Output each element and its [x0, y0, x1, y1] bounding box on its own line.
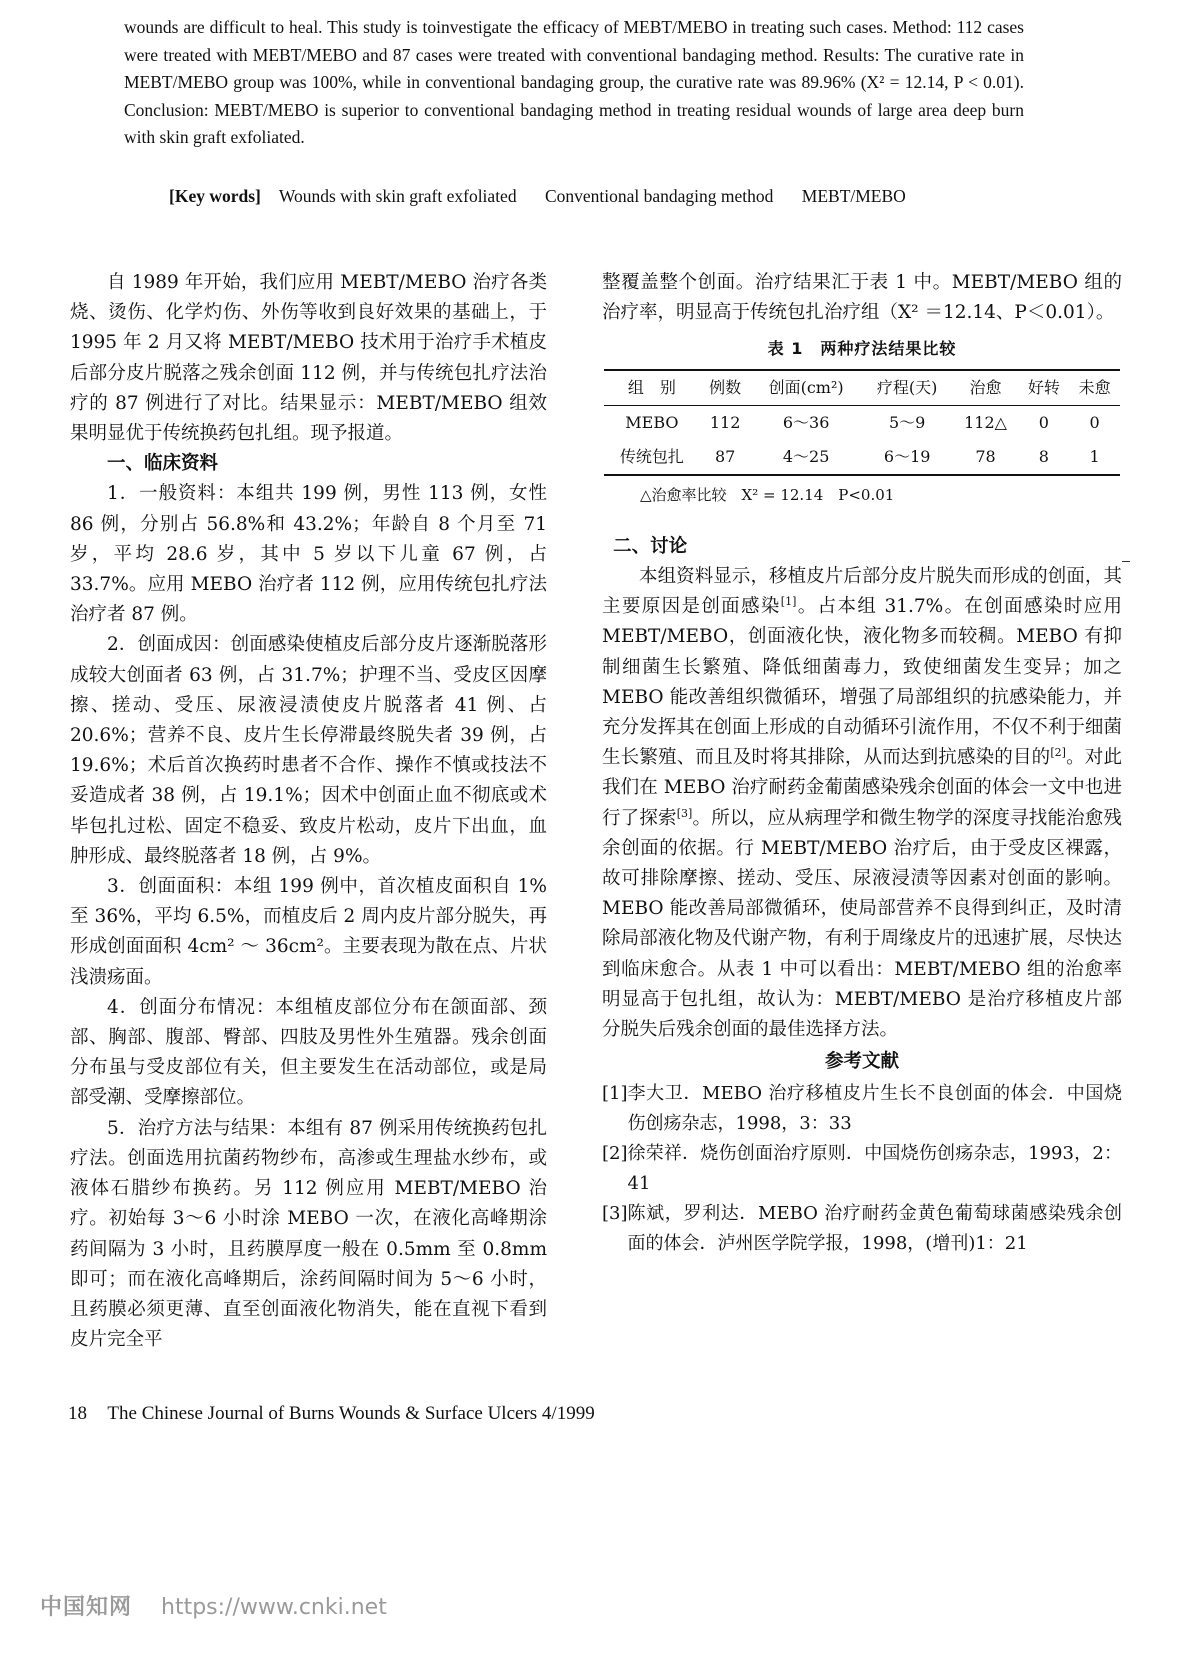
cnki-watermark: [40, 1590, 387, 1621]
discussion-text-c: 。对此我们在 MEBO 治疗耐药金葡菌感染残余创面的体会一文中也进行了探索: [602, 747, 1122, 829]
journal-name: The Chinese Journal of Burns Wounds & Surface Ulcers 4/1999: [107, 1403, 595, 1424]
discussion-text-b: 。占本组 31.7%。在创面感染时应用 MEBT/MEBO，创面液化快，液化物多而较稠。MEBO 有抑制细菌生长繁殖、降低细菌毒力，致使细菌发生变异；加之 MEBO 能改善组织微循环，增强了局部组织的抗感染能力，并充分发挥其在创面上形成的自动循环引流作用，不仅不利于细菌生长繁殖、而且及时将其排除，从而达到抗感染的目的: [602, 596, 1122, 769]
right-column: [602, 268, 1122, 1259]
reference-item: [602, 1079, 1122, 1139]
table-cell: 87: [714, 446, 736, 466]
table-row: [604, 405, 1120, 440]
keywords-label: [Key words]: [169, 186, 261, 206]
intro-paragraph: 自 1989 年开始，我们应用 MEBT/MEBO 治疗各类烧、烫伤、化学灼伤、外伤等收到良好效果的基础上，于 1995 年 2 月又将 MEBT/MEBO 技术用于治疗手术植皮后部分皮片脱落之残余创面 112 例，并与传统包扎疗法治疗的 87 例进行了对比。结果显示：MEBT/MEBO 组效果明显优于传统换药包扎组。现予报道。: [70, 272, 547, 445]
table-cell: 112: [709, 412, 741, 432]
table-header: 例数: [709, 377, 742, 397]
keyword-3: MEBT/MEBO: [801, 186, 906, 206]
table-cell: 8: [1038, 446, 1049, 466]
table-header-row: [604, 370, 1120, 406]
table-cell: MEBO: [625, 412, 679, 432]
treatment-continuation: 整覆盖整个创面。治疗结果汇于表 1 中。MEBT/MEBO 组的治疗率，明显高于传统包扎治疗组（X² ＝12.14、P＜0.01）。: [602, 272, 1122, 324]
paragraph-treatment: 5．治疗方法与结果：本组有 87 例采用传统换药包扎疗法。创面选用抗菌药物纱布，高渗或生理盐水纱布，或液体石腊纱布换药。另 112 例应用 MEBT/MEBO 治疗。初始每 3～6 小时涂 MEBO 一次，在液化高峰期涂药间隔为 3 小时，且药膜厚度一般在 0.5mm 至 0.8mm 即可；而在液化高峰期后，涂药间隔时间为 5～6 小时，且药膜必须更薄、直至创面液化物消失，能在直视下看到皮片完全平: [70, 1117, 547, 1351]
table-row: [604, 440, 1120, 475]
abstract-text: wounds are difficult to heal. This study is toinvestigate the efficacy of MEBT/MEBO in treating such cases. Method: 112 cases were treated with MEBT/MEBO and 87 cases were treated with conventional bandaging method. Results: The curative rate in MEBT/MEBO group was 100%, while in conventional bandaging group, the curative rate was 89.96% (X² = 12.14, P < 0.01). Conclusion: MEBT/MEBO is superior to conventional bandaging method in treating residual wounds of large area deep burn with skin graft exfoliated.: [124, 17, 1024, 147]
paragraph-general: 1．一般资料：本组共 199 例，男性 113 例，女性 86 例，分别占 56.8%和 43.2%；年龄自 8 个月至 71 岁，平均 28.6 岁，其中 5 岁以下儿童 67 例，占 33.7%。应用 MEBO 治疗者 112 例，应用传统包扎疗法治疗者 87 例。: [70, 483, 547, 626]
table-cell: 4～25: [782, 446, 830, 466]
keyword-1: Wounds with skin graft exfoliated: [278, 186, 517, 206]
section-heading-discussion: 二、讨论: [613, 535, 688, 557]
reference-text: 李大卫．MEBO 治疗移植皮片生长不良创面的体会．中国烧伤创疡杂志，1998，3：33: [627, 1083, 1122, 1135]
table-header: 创面(cm²): [768, 377, 844, 397]
reference-number: [3]: [602, 1203, 628, 1225]
left-column: [70, 268, 547, 1355]
table-cell: 5～9: [888, 412, 926, 432]
paragraph-distribution: 4．创面分布情况：本组植皮部位分布在颌面部、颈部、胸部、腹部、臀部、四肢及男性外生殖器。残余创面分布虽与受皮部位有关，但主要发生在活动部位，或是局部受潮、受摩擦部位。: [70, 996, 547, 1109]
margin-mark: [1122, 561, 1130, 562]
discussion-text-d: 。所以，应从病理学和微生物学的深度寻找能治愈残余创面的依据。行 MEBT/MEBO 治疗后，由于受皮区裸露，故可排除摩擦、搓动、受压、尿液浸渍等因素对创面的影响。MEBO 能改善局部微循环，使局部营养不良得到纠正，及时清除局部液化物及代谢产物，有利于周缘皮片的迅速扩展，尽快达到临床愈合。从表 1 中可以看出：MEBT/MEBO 组的治愈率明显高于包扎组，故认为：MEBT/MEBO 是治疗移植皮片部分脱失后残余创面的最佳选择方法。: [602, 807, 1122, 1041]
table-cell: 1: [1089, 446, 1100, 466]
reference-text: 陈斌，罗利达．MEBO 治疗耐药金黄色葡萄球菌感染残余创面的体会．泸州医学院学报，1998，(增刊)1：21: [627, 1203, 1122, 1255]
table-note: △治愈率比较 X² = 12.14 P<0.01: [640, 485, 895, 504]
references-list: [602, 1079, 1122, 1259]
reference-item: [602, 1199, 1122, 1259]
reference-text: 徐荣祥．烧伤创面治疗原则．中国烧伤创疡杂志，1993，2：41: [627, 1143, 1122, 1195]
table-cell: 传统包扎: [619, 446, 684, 466]
page-footer: [68, 1403, 595, 1425]
table-cell: 112△: [964, 412, 1007, 432]
table-header: 组 别: [627, 377, 676, 397]
paragraph-area: 3．创面面积：本组 199 例中，首次植皮面积自 1%至 36%，平均 6.5%，而植皮后 2 周内皮片部分脱失，再形成创面面积 4cm² ～ 36cm²。主要表现为散在点、片状浅溃疡面。: [70, 876, 547, 988]
reference-item: [602, 1139, 1122, 1199]
table-title: 表 1 两种疗法结果比较: [767, 339, 957, 359]
table-cell: 6～36: [782, 412, 830, 432]
citation-3[interactable]: [3]: [676, 806, 693, 820]
table-header: 疗程(天): [876, 377, 938, 397]
section-heading-clinical: 一、临床资料: [107, 453, 219, 475]
table-header: 治愈: [969, 377, 1002, 397]
results-table: [604, 369, 1120, 476]
citation-2[interactable]: [2]: [1050, 746, 1066, 760]
paragraph-cause: 2．创面成因：创面感染使植皮后部分皮片逐渐脱落形成较大创面者 63 例，占 31.7%；护理不当、受皮区因摩擦、搓动、受压、尿液浸渍使皮片脱落者 41 例、占 20.6%；营养不良、皮片生长停滞最终脱失者 39 例，占 19.6%；术后首次换药时患者不合作、操作不慎或技法不妥造成者 38 例，占 19.1%；因术中创面止血不彻底或术毕包扎过松、固定不稳妥、致皮片松动，皮片下出血，血肿形成、最终脱落者 18 例，占 9%。: [70, 634, 547, 867]
discussion-text-a: 本组资料显示，移植皮片后部分皮片脱失而形成的创面，其主要原因是创面感染: [602, 566, 1122, 618]
table-header: 好转: [1027, 377, 1060, 397]
table-header: 未愈: [1078, 377, 1111, 397]
page-number: 18: [68, 1403, 87, 1424]
reference-number: [1]: [602, 1083, 628, 1105]
citation-1[interactable]: [1]: [780, 595, 797, 609]
references-heading: 参考文献: [824, 1051, 899, 1073]
keyword-2: Conventional bandaging method: [544, 186, 774, 206]
table-cell: 0: [1038, 412, 1049, 432]
table-cell: 0: [1089, 412, 1100, 432]
keywords-block: [169, 183, 1029, 210]
reference-number: [2]: [602, 1143, 628, 1165]
cnki-logo-text: 中国知网: [40, 1595, 133, 1620]
table-cell: 78: [975, 446, 996, 466]
discussion-paragraph: [602, 562, 1122, 1045]
cnki-url[interactable]: https://www.cnki.net: [161, 1595, 387, 1620]
abstract-block: [124, 14, 1024, 152]
table-cell: 6～19: [883, 446, 931, 466]
results-table-block: [602, 334, 1122, 509]
